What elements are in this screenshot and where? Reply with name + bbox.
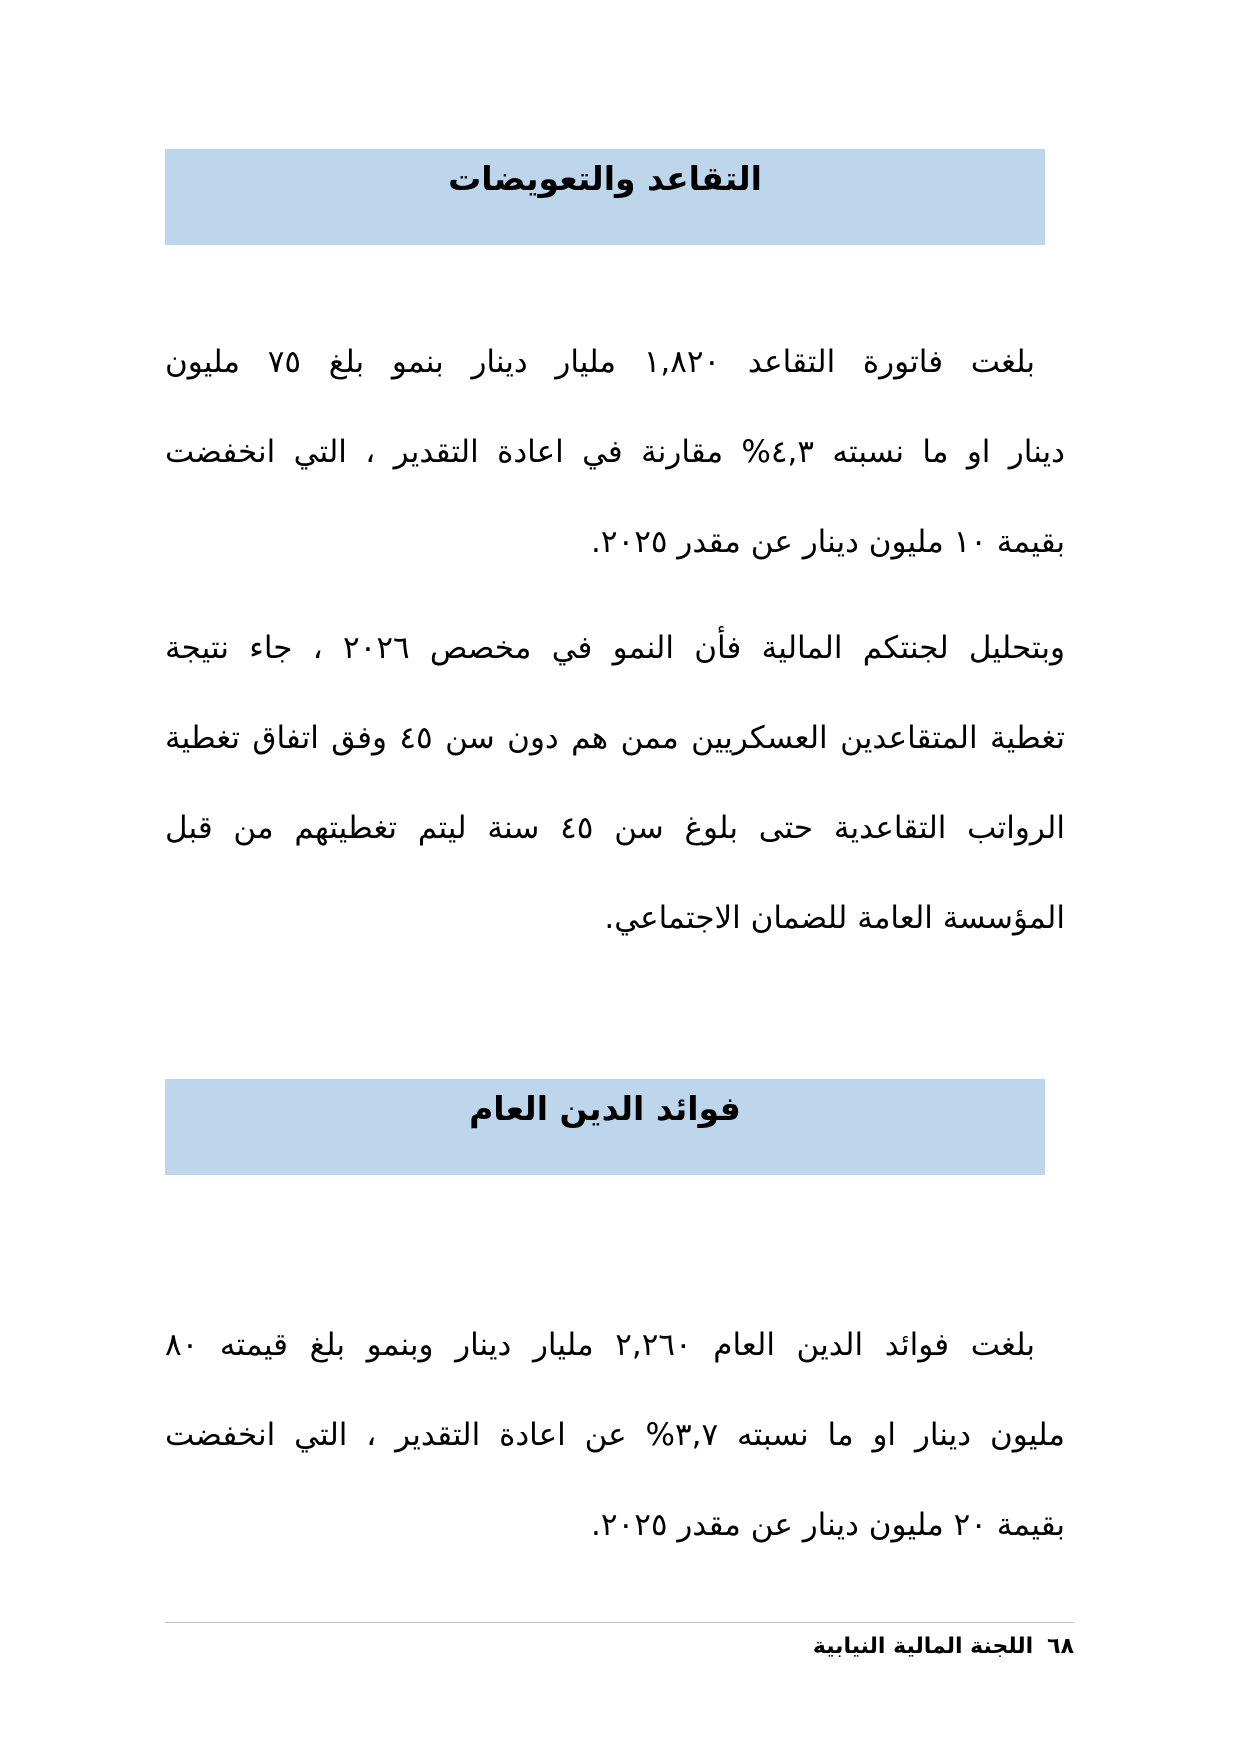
page-footer [165,1622,1074,1664]
paragraph-line: المؤسسة العامة للضمان الاجتماعي. [604,900,1065,936]
paragraph-line: بقيمة ١٠ مليون دينار عن مقدر ٢٠٢٥. [591,524,1065,560]
paragraph-line: الرواتب التقاعدية حتى بلوغ سن ٤٥ سنة ليتم تغطيتهم من قبل [165,810,1065,846]
paragraph-line: تغطية المتقاعدين العسكريين ممن هم دون سن ٤٥ وفق اتفاق تغطية [165,720,1065,756]
section-header-public-debt-interest [165,1079,1045,1175]
paragraph-debt-interest [165,1300,1065,1570]
section-title-public-debt-interest: فوائد الدين العام [469,1089,741,1128]
paragraph-line: بقيمة ٢٠ مليون دينار عن مقدر ٢٠٢٥. [591,1507,1065,1543]
paragraph-retirement-bill [165,317,1065,587]
page-number: ٦٨ [1047,1634,1074,1659]
paragraph-line: بلغت فوائد الدين العام ٢,٢٦٠ مليار دينار وبنمو بلغ قيمته ٨٠ [165,1327,1035,1363]
paragraph-line: مليون دينار او ما نسبته ٣,٧% عن اعادة التقدير ، التي انخفضت [165,1417,1065,1453]
section-header-retirement [165,149,1045,245]
footer-label: اللجنة المالية النيابية [812,1634,1034,1659]
paragraph-line: بلغت فاتورة التقاعد ١,٨٢٠ مليار دينار بنمو بلغ ٧٥ مليون [165,344,1036,380]
paragraph-line: وبتحليل لجنتكم المالية فأن النمو في مخصص ٢٠٢٦ ، جاء نتيجة [165,630,1065,666]
paragraph-line: دينار او ما نسبته ٤,٣% مقارنة في اعادة التقدير ، التي انخفضت [165,434,1065,470]
section-title-retirement: التقاعد والتعويضات [448,159,762,198]
paragraph-committee-analysis [165,603,1065,963]
